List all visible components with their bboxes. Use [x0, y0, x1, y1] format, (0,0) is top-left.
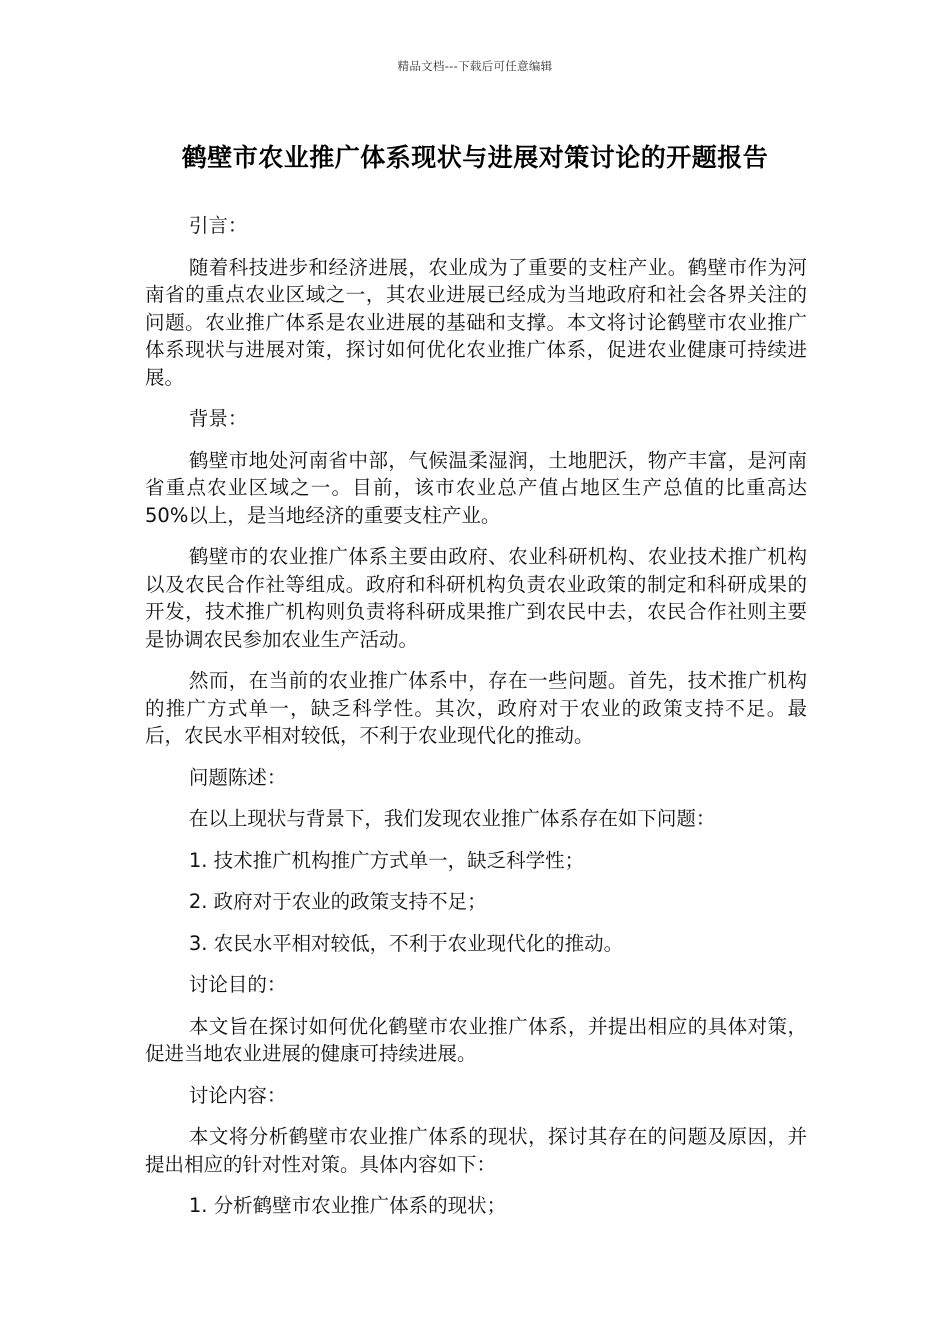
- document-title: 鹤壁市农业推广体系现状与进展对策讨论的开题报告: [181, 143, 769, 172]
- background-paragraph-3: 然而，在当前的农业推广体系中，存在一些问题。首先，技术推广机构的推广方式单一，缺乏科学性。其次，政府对于农业的政策支持不足。最后，农民水平相对较低，不利于农业现代化的推动。: [145, 669, 807, 747]
- background-heading: 背景：: [188, 407, 248, 430]
- header-note: 精品文档---下载后可任意编辑: [397, 59, 553, 73]
- problem-intro: 在以上现状与背景下，我们发现农业推广体系存在如下问题：: [188, 807, 716, 830]
- problem-heading: 问题陈述：: [188, 765, 287, 789]
- background-paragraph-1: 鹤壁市地处河南省中部，气候温柔湿润，土地肥沃，物产丰富，是河南省重点农业区域之一。目前，该市农业总产值占地区生产总值的比重高达 50%以上，是当地经济的重要支柱产业。: [145, 448, 807, 527]
- content-heading: 讨论内容：: [188, 1083, 287, 1107]
- content-item-1: 1. 分析鹤壁市农业推广体系的现状；: [188, 1194, 507, 1217]
- intro-heading: 引言：: [188, 214, 248, 237]
- problem-item-2: 2. 政府对于农业的政策支持不足；: [188, 890, 487, 913]
- content-paragraph: 本文将分析鹤壁市农业推广体系的现状，探讨其存在的问题及原因，并提出相应的针对性对策。具体内容如下：: [145, 1125, 807, 1176]
- document-body: [145, 212, 807, 1234]
- purpose-paragraph: 本文旨在探讨如何优化鹤壁市农业推广体系，并提出相应的具体对策，促进当地农业进展的健康可持续进展。: [145, 1014, 807, 1065]
- intro-paragraph: 随着科技进步和经济进展，农业成为了重要的支柱产业。鹤壁市作为河南省的重点农业区域之一，其农业进展已经成为当地政府和社会各界关注的问题。农业推广体系是农业进展的基础和支撑。本文将讨论鹤壁市农业推广体系现状与进展对策，探讨如何优化农业推广体系，促进农业健康可持续进展。: [145, 255, 807, 389]
- background-paragraph-2: 鹤壁市的农业推广体系主要由政府、农业科研机构、农业技术推广机构以及农民合作社等组成。政府和科研机构负责农业政策的制定和科研成果的开发，技术推广机构则负责将科研成果推广到农民中去，农民合作社则主要是协调农民参加农业生产活动。: [145, 545, 807, 651]
- purpose-heading: 讨论目的：: [188, 973, 287, 996]
- problem-item-1: 1. 技术推广机构推广方式单一，缺乏科学性；: [188, 848, 585, 872]
- problem-item-3: 3. 农民水平相对较低，不利于农业现代化的推动。: [188, 931, 624, 955]
